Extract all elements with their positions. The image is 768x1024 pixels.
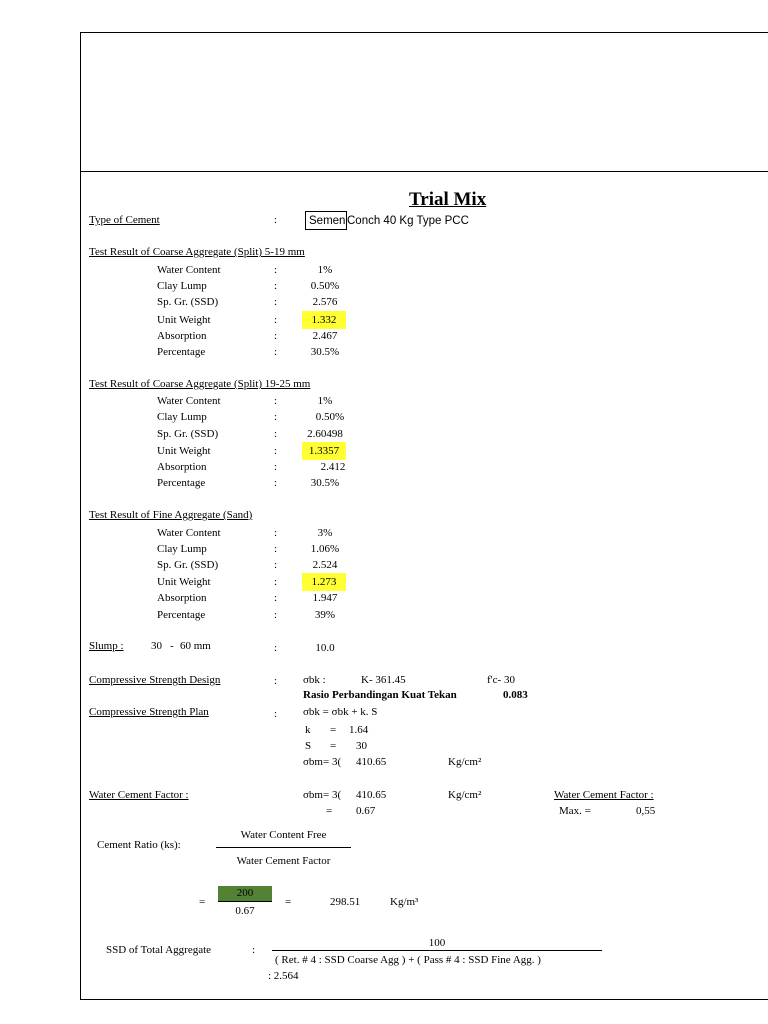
ssd-colon: : <box>252 944 256 956</box>
cement-colon: : <box>274 214 278 226</box>
row-colon: : <box>274 330 278 342</box>
row-colon: : <box>274 576 278 588</box>
csp-sbm-label: σbm= 3( <box>303 756 342 768</box>
cr-unit: Kg/m³ <box>390 896 419 908</box>
row-colon: : <box>274 264 278 276</box>
row-colon: : <box>274 527 278 539</box>
cr-eq2: = <box>285 896 292 908</box>
slump-range-a: 30 <box>151 640 162 652</box>
ssd-numerator: 100 <box>428 937 446 949</box>
cr-result: 298.51 <box>330 896 361 908</box>
csd-colon: : <box>274 675 278 687</box>
csp-s-value: 30 <box>356 740 367 752</box>
header-divider <box>80 171 768 172</box>
row-colon: : <box>274 461 278 473</box>
row-value-highlighted: 1.3357 <box>302 442 346 460</box>
row-colon: : <box>274 543 278 555</box>
row-colon: : <box>274 609 278 621</box>
rasio-value: 0.083 <box>503 689 528 701</box>
page-title: Trial Mix <box>409 189 487 210</box>
row-value: 2.60498 <box>307 428 343 440</box>
row-value: 2.467 <box>312 330 338 342</box>
cr-numerator: Water Content Free <box>240 829 327 841</box>
section-heading: Test Result of Fine Aggregate (Sand) <box>89 509 253 521</box>
wcf-label: Water Cement Factor : <box>89 789 189 801</box>
csp-sbm-value: 410.65 <box>356 756 387 768</box>
row-label: Clay Lump <box>157 411 207 423</box>
section-heading: Test Result of Coarse Aggregate (Split) 19-25 mm <box>89 378 311 390</box>
cr-den-value: 0.67 <box>235 905 255 917</box>
cr-denominator: Water Cement Factor <box>236 855 331 867</box>
csd-fc: f'c- 30 <box>487 674 515 686</box>
row-value: 1.947 <box>312 592 338 604</box>
cr-num-value: 200 <box>218 886 272 901</box>
row-value: 30.5% <box>310 477 340 489</box>
cr-label: Cement Ratio (ks): <box>97 839 181 851</box>
slump-dash: - <box>170 640 174 652</box>
row-value: 30.5% <box>310 346 340 358</box>
row-label: Percentage <box>157 477 206 489</box>
row-label: Water Content <box>157 264 221 276</box>
row-value: 0.50% <box>315 411 345 423</box>
row-value: 2.524 <box>312 559 338 571</box>
row-value: 0.50% <box>310 280 340 292</box>
wcf-sbm-label: σbm= 3( <box>303 789 342 801</box>
row-value-highlighted: 1.332 <box>302 311 346 329</box>
row-value-highlighted: 1.273 <box>302 573 346 591</box>
row-label: Percentage <box>157 346 206 358</box>
wcf-eq: = <box>326 805 333 817</box>
cr-value-bar <box>218 901 272 902</box>
row-colon: : <box>274 445 278 457</box>
row-label: Clay Lump <box>157 280 207 292</box>
row-colon: : <box>274 477 278 489</box>
csd-k-value: K- 361.45 <box>361 674 406 686</box>
row-label: Sp. Gr. (SSD) <box>157 559 219 571</box>
csp-formula: σbk = σbk + k. S <box>303 706 378 718</box>
cr-eq1: = <box>199 896 206 908</box>
ssd-label: SSD of Total Aggregate <box>106 944 212 956</box>
section-heading: Test Result of Coarse Aggregate (Split) 5-19 mm <box>89 246 305 258</box>
wcf-unit: Kg/cm² <box>448 789 482 801</box>
slump-range-b: 60 mm <box>180 640 211 652</box>
row-label: Absorption <box>157 461 207 473</box>
wcf-right-label: Water Cement Factor : <box>554 789 654 801</box>
csp-colon: : <box>274 708 278 720</box>
row-colon: : <box>274 296 278 308</box>
row-label: Water Content <box>157 527 221 539</box>
row-value: 1% <box>317 264 333 276</box>
csp-s-eq: = <box>330 740 337 752</box>
csp-label: Compressive Strength Plan <box>89 706 209 718</box>
row-label: Percentage <box>157 609 206 621</box>
slump-colon: : <box>274 642 278 654</box>
row-value: 3% <box>317 527 333 539</box>
row-label: Unit Weight <box>157 576 211 588</box>
wcf-max-label: Max. = <box>559 805 591 817</box>
row-value: 2.576 <box>312 296 338 308</box>
row-label: Sp. Gr. (SSD) <box>157 428 219 440</box>
wcf-ratio: 0.67 <box>356 805 376 817</box>
csp-s-label: S <box>305 740 312 752</box>
cement-value: Conch 40 Kg Type PCC <box>347 215 469 227</box>
row-value: 39% <box>314 609 336 621</box>
row-label: Absorption <box>157 592 207 604</box>
wcf-max-value: 0,55 <box>636 805 656 817</box>
row-label: Water Content <box>157 395 221 407</box>
csp-k-label: k <box>305 724 311 736</box>
csp-unit: Kg/cm² <box>448 756 482 768</box>
row-value: 1.06% <box>310 543 340 555</box>
cr-fraction-bar <box>216 847 351 848</box>
ssd-result: : 2.564 <box>268 970 299 982</box>
csd-label: Compressive Strength Design <box>89 674 221 686</box>
cement-label: Type of Cement <box>89 214 160 226</box>
csp-k-value: 1.64 <box>349 724 369 736</box>
ssd-fraction-bar <box>272 950 602 951</box>
row-label: Clay Lump <box>157 543 207 555</box>
row-label: Sp. Gr. (SSD) <box>157 296 219 308</box>
row-colon: : <box>274 280 278 292</box>
row-colon: : <box>274 314 278 326</box>
row-label: Unit Weight <box>157 314 211 326</box>
row-label: Absorption <box>157 330 207 342</box>
cement-value-boxed: Semen <box>309 215 346 227</box>
row-value: 1% <box>317 395 333 407</box>
row-colon: : <box>274 346 278 358</box>
row-colon: : <box>274 559 278 571</box>
ssd-denominator: ( Ret. # 4 : SSD Coarse Agg ) + ( Pass # 4 : SSD Fine Agg. ) <box>275 954 541 966</box>
row-colon: : <box>274 428 278 440</box>
slump-value: 10.0 <box>315 642 335 654</box>
row-label: Unit Weight <box>157 445 211 457</box>
slump-label: Slump : <box>89 640 124 652</box>
csp-k-eq: = <box>330 724 337 736</box>
rasio-label: Rasio Perbandingan Kuat Tekan <box>303 689 457 701</box>
row-colon: : <box>274 411 278 423</box>
csd-sigma: σbk : <box>303 674 326 686</box>
row-colon: : <box>274 592 278 604</box>
wcf-sbm-value: 410.65 <box>356 789 387 801</box>
row-value: 2.412 <box>320 461 346 473</box>
row-colon: : <box>274 395 278 407</box>
